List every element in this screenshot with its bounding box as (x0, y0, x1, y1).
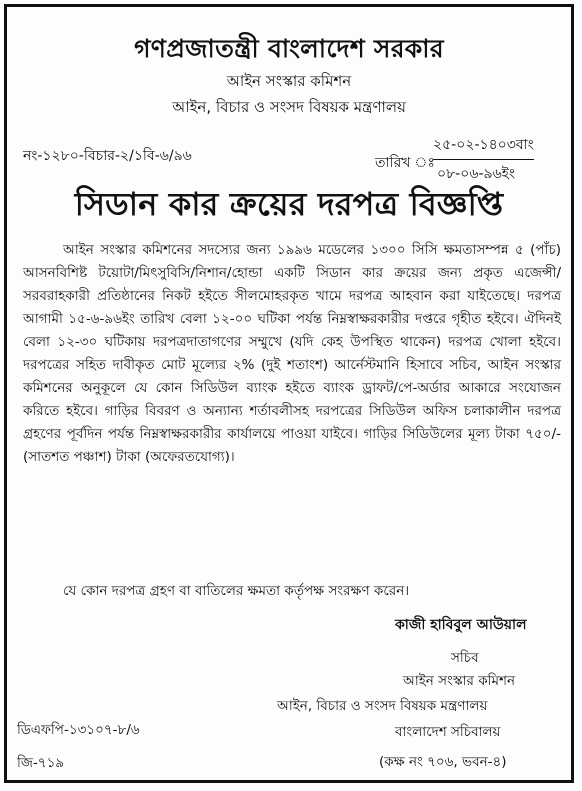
signatory-name: কাজী হাবিবুল আউয়াল (395, 617, 527, 633)
tender-notice (4, 4, 574, 783)
date-label: তারিখ ঃ (375, 155, 435, 171)
g-reference: জি-৭১৯ (17, 755, 65, 771)
date-english: ০৮-০৬-৯৬ইং (437, 166, 515, 182)
signatory-office: আইন সংস্কার কমিশন (403, 673, 516, 689)
memo-number: নং-১২৮০-বিচার-২/১বি-৬/৯৬ (23, 148, 192, 164)
government-title: গণপ্রজাতন্ত্রী বাংলাদেশ সরকার (134, 34, 444, 63)
signatory-room: (কক্ষ নং ৭০৬, ভবন-৪) (379, 754, 507, 770)
signatory-ministry: আইন, বিচার ও সংসদ বিষয়ক মন্ত্রণালয় (277, 698, 488, 714)
date-bangla: ২৫-০২-১৪০৩বাং (433, 133, 534, 160)
notice-body: আইন সংস্কার কমিশনের সদস্যের জন্য ১৯৯৬ মডেলের ১৩০০ সিসি ক্ষমতাসম্পন্ন ৫ (পাঁচ) আসনবিশিষ্ট টয়োটা/মিৎসুবিসি/নিশান/হোন্ডা একটি সিডান কার ক্রয়ের জন্য প্রকৃত এজেন্সী/সরবরাহকারী প্রতিষ্ঠানের নিকট হইতে সীলমোহরকৃত খামে দরপত্র আহবান করা যাইতেছে। দরপত্র আগামী ১৫-৬-৯৬ইং তারিখ বেলা ১২-০০ ঘটিকা পর্যন্ত নিম্নস্বাক্ষরকারীর দপ্তরে গৃহীত হইবে। ঐদিনই বেলা ১২-৩০ ঘটিকায় দরপত্রদাতাগণের সম্মুখে (যদি কেহ উপস্থিত থাকেন) দরপত্র খোলা হইবে। দরপত্রের সহিত দাবীকৃত মোট মূল্যের ২% (দুই শতাংশ) আর্নেস্টমানি হিসাবে সচিব, আইন সংস্কার কমিশনের অনুকূলে যে কোন সিডিউল ব্যাংক হইতে ব্যাংক ড্রাফট/পে-অর্ডার আকারে সংযোজন করিতে হইবে। গাড়ির বিবরণ ও অন্যান্য শর্তাবলীসহ দরপত্রের সিডিউল অফিস চলাকালীন দরপত্র গ্রহণের পূর্বদিন পর্যন্ত নিম্নস্বাক্ষরকারীর কার্যালয়ে পাওয়া যাইবে। গাড়ির সিডিউলের মূল্য টাকা ৭৫০/- (সাতশত পঞ্চাশ) টাকা (অফেরতযোগ্য)। (23, 242, 561, 465)
notice-headline: সিডান কার ক্রয়ের দরপত্র বিজ্ঞপ্তি (74, 185, 504, 223)
ministry-name: আইন, বিচার ও সংসদ বিষয়ক মন্ত্রণালয় (172, 98, 406, 116)
authority-reservation-line: যে কোন দরপত্র গ্রহণ বা বাতিলের ক্ষমতা কর্তৃপক্ষ সংরক্ষণ করেন। (63, 583, 410, 599)
commission-name: আইন সংস্কার কমিশন (226, 72, 352, 90)
dfp-reference: ডিএফপি-১৩১০৭-৮/৬ (17, 722, 140, 738)
signatory-designation: সচিব (451, 650, 479, 666)
signatory-secretariat: বাংলাদেশ সচিবালয় (395, 724, 501, 740)
